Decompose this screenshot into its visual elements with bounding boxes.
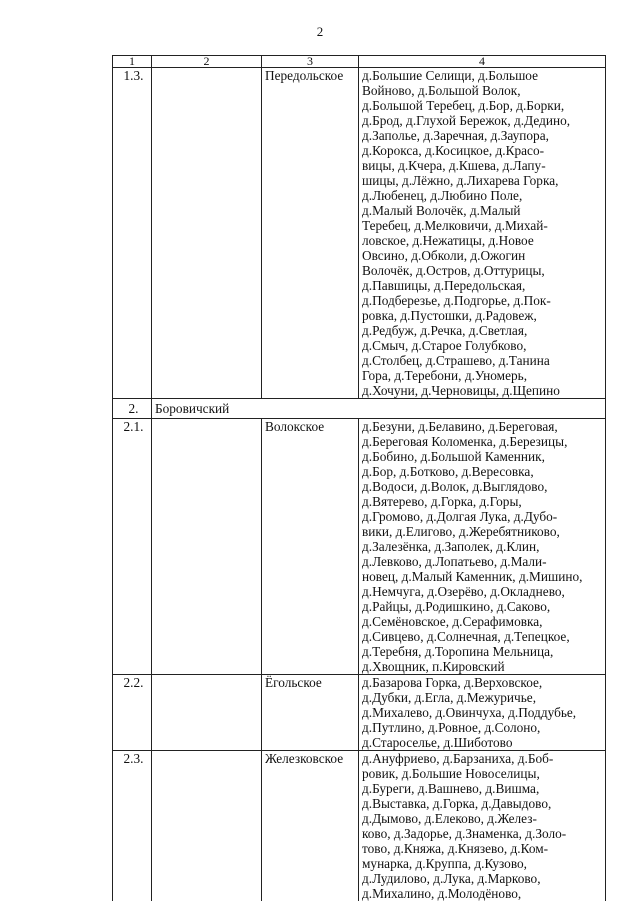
column-header-2: 2 bbox=[152, 56, 262, 68]
villages-line: Волочёк, д.Остров, д.Оттурицы, bbox=[362, 263, 545, 278]
district-row bbox=[113, 399, 606, 419]
column-header-1: 1 bbox=[113, 56, 152, 68]
villages-line: д.Ануфриево, д.Барзаниха, д.Боб- bbox=[362, 751, 554, 766]
villages-line: д.Дубки, д.Егла, д.Межуричье, bbox=[362, 690, 537, 705]
villages-line: д.Безуни, д.Белавино, д.Береговая, bbox=[362, 419, 558, 434]
table-body bbox=[113, 68, 606, 902]
page-number: 2 bbox=[316, 24, 324, 39]
villages-line: д.Подберезье, д.Подгорье, д.Пок- bbox=[362, 293, 551, 308]
villages-line: ловское, д.Нежатицы, д.Новое bbox=[362, 233, 534, 248]
district-number: 2. bbox=[113, 399, 152, 419]
villages-line: вицы, д.Кчера, д.Кшева, д.Лапу- bbox=[362, 158, 546, 173]
villages-line: вики, д.Елигово, д.Жеребятниково, bbox=[362, 524, 560, 539]
settlement-number: 2.1. bbox=[113, 419, 152, 675]
villages-line: д.Михалево, д.Овинчуха, д.Поддубье, bbox=[362, 705, 577, 720]
villages-line: ровик, д.Большие Новоселицы, bbox=[362, 766, 540, 781]
villages-line: Теребец, д.Мелковичи, д.Михай- bbox=[362, 218, 548, 233]
column-header-3: 3 bbox=[262, 56, 359, 68]
villages-line: д.Редбуж, д.Речка, д.Светлая, bbox=[362, 323, 528, 338]
villages-line: д.Староселье, д.Шиботово bbox=[362, 735, 513, 750]
villages-line: д.Громово, д.Долгая Лука, д.Дубо- bbox=[362, 509, 558, 524]
villages-line: д.Заполье, д.Заречная, д.Заупора, bbox=[362, 128, 549, 143]
settlement-name: Волокское bbox=[262, 419, 359, 675]
district-cell-empty bbox=[152, 751, 262, 902]
villages-line: тово, д.Княжа, д.Князево, д.Ком- bbox=[362, 841, 549, 856]
villages-line: ково, д.Задорье, д.Знаменка, д.Золо- bbox=[362, 826, 567, 841]
villages-line: Овсино, д.Обколи, д.Ожогин bbox=[362, 248, 526, 263]
villages-line: д.Залезёнка, д.Заполек, д.Клин, bbox=[362, 539, 540, 554]
settlement-number: 2.2. bbox=[113, 675, 152, 751]
villages-line: д.Большой Теребец, д.Бор, д.Борки, bbox=[362, 98, 565, 113]
villages-line: Войново, д.Большой Волок, bbox=[362, 83, 521, 98]
villages-line: новец, д.Малый Каменник, д.Мишино, bbox=[362, 569, 583, 584]
villages-line: д.Буреги, д.Вашнево, д.Вишма, bbox=[362, 781, 540, 796]
villages-line: д.Береговая Коломенка, д.Березицы, bbox=[362, 434, 568, 449]
district-name: Боровичский bbox=[152, 399, 606, 419]
settlement-number: 2.3. bbox=[113, 751, 152, 902]
settlement-name: Железковское bbox=[262, 751, 359, 902]
villages-line: д.Любенец, д.Любино Поле, bbox=[362, 188, 523, 203]
settlements-table bbox=[112, 55, 606, 901]
villages-line: мунарка, д.Круппа, д.Кузово, bbox=[362, 856, 527, 871]
villages-line: д.Левково, д.Лопатьево, д.Мали- bbox=[362, 554, 547, 569]
settlement-row bbox=[113, 419, 606, 675]
villages-line: д.Хвощник, п.Кировский bbox=[362, 659, 505, 674]
settlement-name: Передольское bbox=[262, 68, 359, 399]
villages-line: д.Немчуга, д.Озерёво, д.Окладнево, bbox=[362, 584, 565, 599]
villages-line: д.Путлино, д.Ровное, д.Солоно, bbox=[362, 720, 541, 735]
villages-line: шицы, д.Лёжно, д.Лихарева Горка, bbox=[362, 173, 559, 188]
villages-line: д.Большие Селищи, д.Большое bbox=[362, 68, 539, 83]
villages-line: д.Водоси, д.Волок, д.Выглядово, bbox=[362, 479, 548, 494]
villages-line: д.Выставка, д.Горка, д.Давыдово, bbox=[362, 796, 552, 811]
villages-line: д.Теребня, д.Торопина Мельница, bbox=[362, 644, 554, 659]
settlement-row bbox=[113, 751, 606, 902]
villages-line: д.Сивцево, д.Солнечная, д.Тепецкое, bbox=[362, 629, 570, 644]
settlement-number: 1.3. bbox=[113, 68, 152, 399]
villages-line: д.Райцы, д.Родишкино, д.Саково, bbox=[362, 599, 551, 614]
district-cell-empty bbox=[152, 419, 262, 675]
villages-list bbox=[359, 68, 606, 399]
district-cell-empty bbox=[152, 68, 262, 399]
villages-list bbox=[359, 419, 606, 675]
villages-line: д.Корокса, д.Косицкое, д.Красо- bbox=[362, 143, 545, 158]
villages-line: д.Лудилово, д.Лука, д.Марково, bbox=[362, 871, 541, 886]
settlement-row bbox=[113, 68, 606, 399]
villages-line: д.Смыч, д.Старое Голубково, bbox=[362, 338, 527, 353]
villages-line: д.Базарова Горка, д.Верховское, bbox=[362, 675, 543, 690]
villages-line: д.Дымово, д.Елеково, д.Желез- bbox=[362, 811, 537, 826]
villages-list bbox=[359, 751, 606, 902]
settlement-row bbox=[113, 675, 606, 751]
villages-line: д.Михалино, д.Молодёново, bbox=[362, 886, 522, 901]
villages-line: Гора, д.Теребони, д.Уномерь, bbox=[362, 368, 528, 383]
settlement-name: Ёгольское bbox=[262, 675, 359, 751]
column-header-4: 4 bbox=[359, 56, 606, 68]
villages-line: д.Павшицы, д.Передольская, bbox=[362, 278, 526, 293]
table-header-row bbox=[113, 56, 606, 68]
villages-line: д.Бор, д.Ботково, д.Вересовка, bbox=[362, 464, 534, 479]
district-cell-empty bbox=[152, 675, 262, 751]
villages-line: д.Семёновское, д.Серафимовка, bbox=[362, 614, 543, 629]
villages-line: д.Брод, д.Глухой Бережок, д.Дедино, bbox=[362, 113, 571, 128]
villages-line: д.Хочуни, д.Черновицы, д.Щепино bbox=[362, 383, 560, 398]
villages-line: д.Вятерево, д.Горка, д.Горы, bbox=[362, 494, 522, 509]
villages-list bbox=[359, 675, 606, 751]
villages-line: д.Малый Волочёк, д.Малый bbox=[362, 203, 521, 218]
villages-line: д.Столбец, д.Страшево, д.Танина bbox=[362, 353, 550, 368]
villages-line: д.Бобино, д.Большой Каменник, bbox=[362, 449, 545, 464]
villages-line: ровка, д.Пустошки, д.Радовеж, bbox=[362, 308, 537, 323]
